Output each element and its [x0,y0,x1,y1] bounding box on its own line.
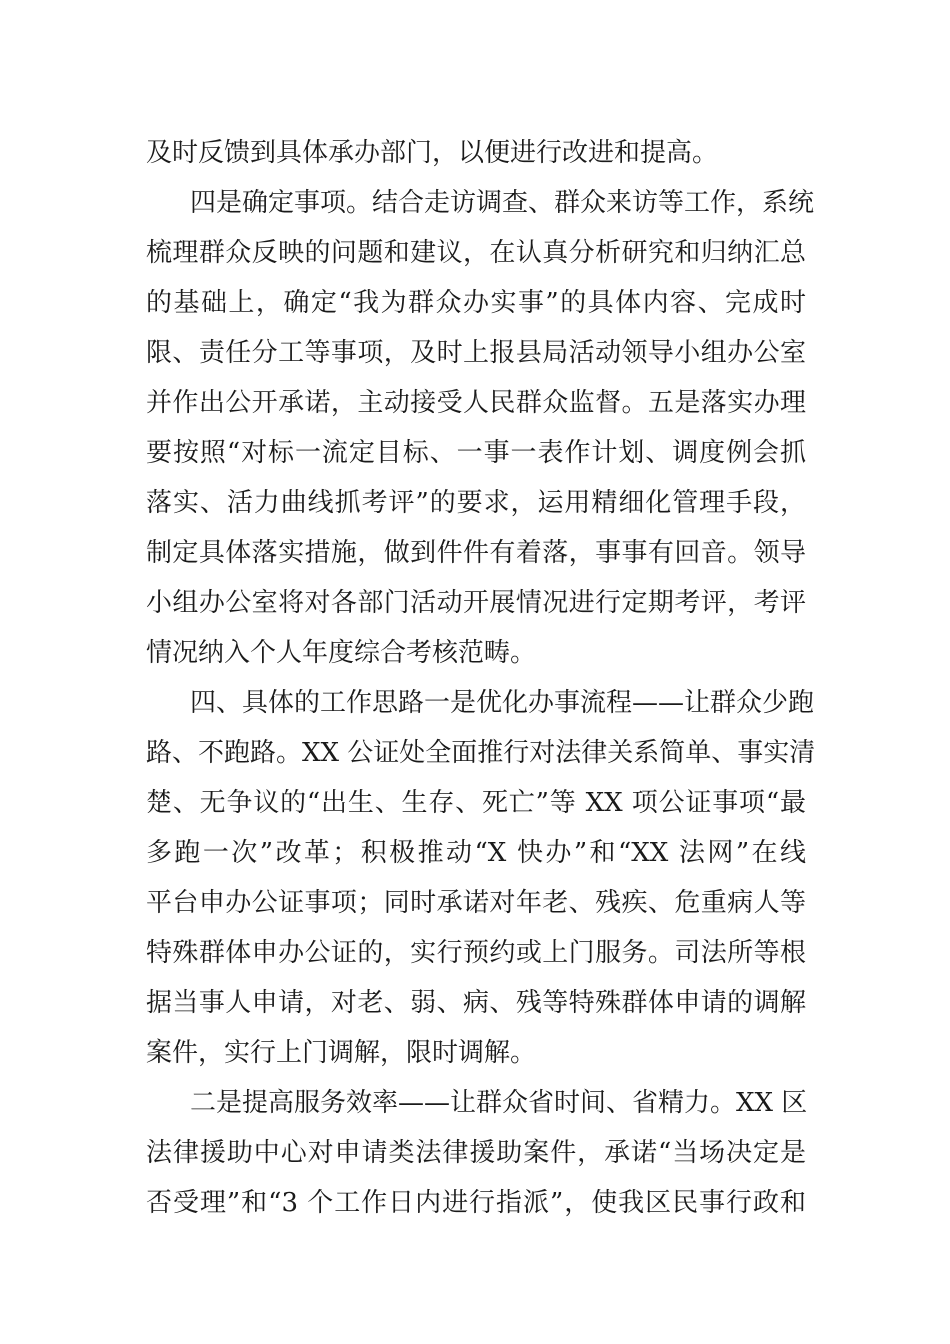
text-line: 四、具体的工作思路一是优化办事流程——让群众少跑 [190,688,815,718]
text-line: 限、责任分工等事项，及时上报县局活动领导小组办公室 [146,338,806,368]
text-line: 楚、无争议的“出生、生存、死亡”等 XX 项公证事项“最 [146,788,806,818]
text-line: 据当事人申请，对老、弱、病、残等特殊群体申请的调解 [146,988,806,1018]
text-line: 并作出公开承诺，主动接受人民群众监督。五是落实办理 [146,388,806,418]
text-line: 小组办公室将对各部门活动开展情况进行定期考评，考评 [146,588,806,618]
text-line: 制定具体落实措施，做到件件有着落，事事有回音。领导 [146,538,806,568]
text-line: 情况纳入个人年度综合考核范畴。 [146,638,537,668]
text-line: 案件，实行上门调解，限时调解。 [146,1038,537,1068]
text-line: 二是提高服务效率——让群众省时间、省精力。XX 区 [190,1088,808,1118]
text-line: 要按照“对标一流定目标、一事一表作计划、调度例会抓 [146,438,806,468]
text-line: 路、不跑路。XX 公证处全面推行对法律关系简单、事实清 [146,738,816,768]
text-line: 特殊群体申办公证的，实行预约或上门服务。司法所等根 [146,938,806,968]
text-line: 多跑一次”改革；积极推动“X 快办”和“XX 法网”在线 [146,838,806,868]
text-line: 落实、活力曲线抓考评”的要求，运用精细化管理手段， [146,488,806,518]
text-line: 梳理群众反映的问题和建议，在认真分析研究和归纳汇总 [146,238,806,268]
text-line: 平台申办公证事项；同时承诺对年老、残疾、危重病人等 [146,888,806,918]
text-line: 及时反馈到具体承办部门，以便进行改进和提高。 [146,138,719,168]
text-line: 否受理”和“3 个工作日内进行指派”，使我区民事行政和 [146,1188,806,1218]
text-line: 四是确定事项。结合走访调查、群众来访等工作，系统 [190,188,815,218]
text-line: 的基础上，确定“我为群众办实事”的具体内容、完成时 [146,288,806,318]
body-text [146,128,816,1228]
text-line: 法律援助中心对申请类法律援助案件，承诺“当场决定是 [146,1138,806,1168]
